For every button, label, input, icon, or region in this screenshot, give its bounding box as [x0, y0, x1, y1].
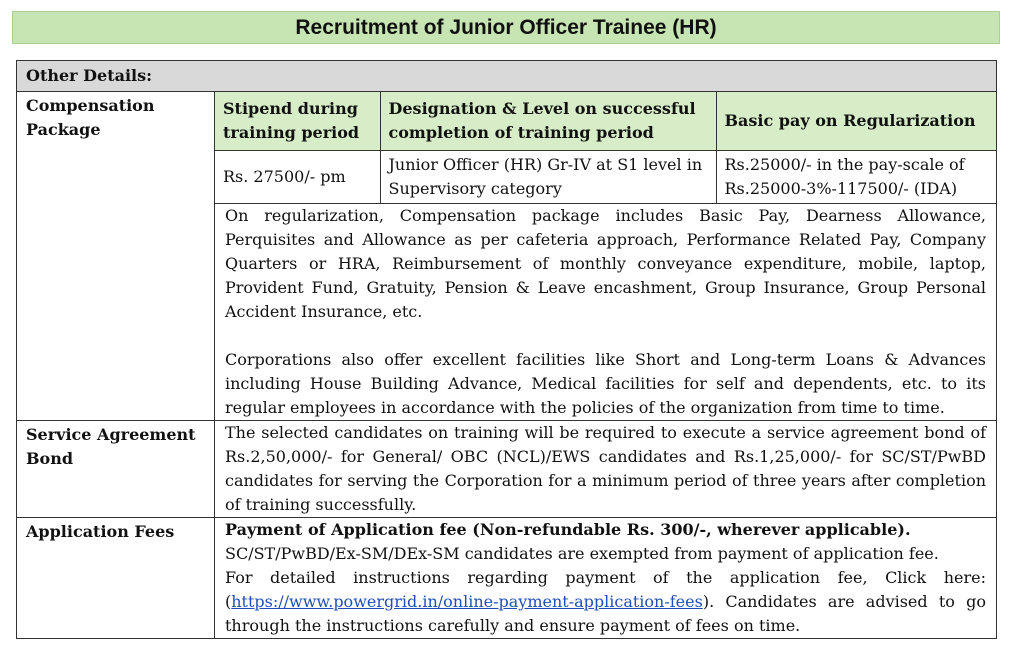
fees-instructions-pre: For detailed instructions regarding payment of the application fee, Click here: (: [225, 568, 986, 611]
compensation-label: Compensation Package: [17, 92, 215, 421]
service-bond-label: Service Agreement Bond: [17, 421, 215, 518]
stipend-header: Stipend during training period: [215, 92, 380, 151]
compensation-paragraph-2: Corporations also offer excellent facilities like Short and Long-term Loans & Advances including House Building Advance, Medical facilities for self and dependents, etc. to its regular employees in accordance with the policies of the organization from time to time.: [225, 350, 986, 417]
payment-link[interactable]: https://www.powergrid.in/online-payment-application-fees: [231, 592, 703, 611]
compensation-row: [17, 92, 997, 421]
fees-content: [215, 518, 997, 639]
inner-header-row: [215, 92, 996, 151]
fees-bold-line: Payment of Application fee (Non-refundable Rs. 300/-, wherever applicable).: [225, 520, 911, 539]
fees-label: Application Fees: [17, 518, 215, 639]
compensation-inner-table: [215, 92, 996, 204]
designation-value: Junior Officer (HR) Gr-IV at S1 level in Supervisory category: [380, 151, 716, 204]
service-bond-text: The selected candidates on training will be required to execute a service agreement bond of Rs.2,50,000/- for General/ OBC (NCL)/EWS candidates and Rs.1,25,000/- for SC/ST/PwBD candidates for serving the Corporation for a minimum period of three years after completion of training successfully.: [215, 421, 997, 518]
section-header: Other Details:: [17, 61, 997, 92]
details-table: [16, 60, 997, 639]
compensation-content: [215, 92, 997, 421]
page-title: Recruitment of Junior Officer Trainee (HR): [12, 11, 1000, 44]
section-header-row: [17, 61, 997, 92]
basic-pay-value: Rs.25000/- in the pay-scale of Rs.25000-3%-117500/- (IDA): [716, 151, 996, 204]
designation-header: Designation & Level on successful completion of training period: [380, 92, 716, 151]
fees-instructions-post: ). Candidates are advised to go through the instructions carefully and ensure payment of fees on time.: [225, 592, 986, 635]
basic-pay-header: Basic pay on Regularization: [716, 92, 996, 151]
service-bond-row: [17, 421, 997, 518]
fees-instructions: [225, 566, 986, 638]
fees-row: [17, 518, 997, 639]
compensation-paragraph-1: On regularization, Compensation package includes Basic Pay, Dearness Allowance, Perquisites and Allowance as per cafeteria approach, Performance Related Pay, Company Quarters or HRA, Reimbursement of monthly conveyance expenditure, mobile, laptop, Provident Fund, Gratuity, Pension & Leave encashment, Group Insurance, Group Personal Accident Insurance, etc.: [225, 206, 986, 321]
stipend-value: Rs. 27500/- pm: [215, 151, 380, 204]
inner-value-row: [215, 151, 996, 204]
fees-exemption-line: SC/ST/PwBD/Ex-SM/DEx-SM candidates are exempted from payment of application fee.: [225, 544, 939, 563]
